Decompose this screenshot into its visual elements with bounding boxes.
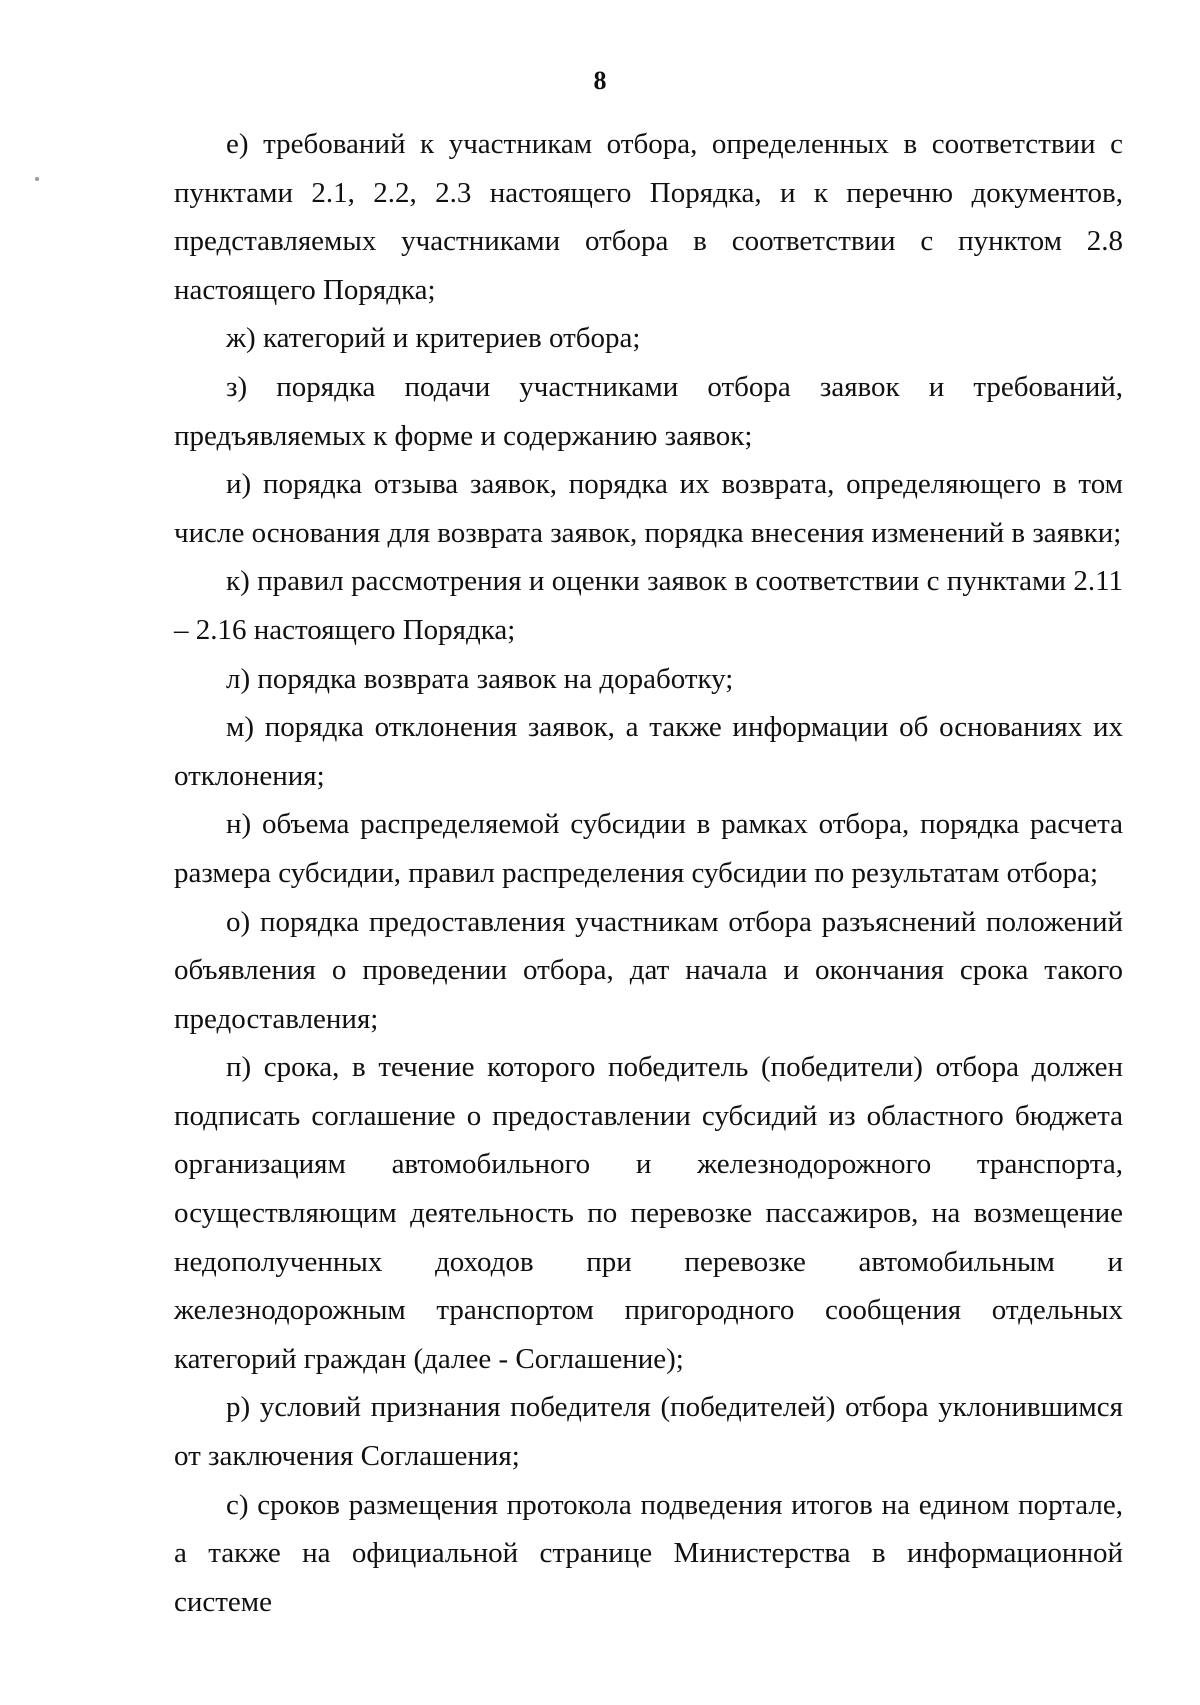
paragraph-e: е) требований к участникам отбора, определенных в соответствии с пунктами 2.1, 2.2, 2.3 настоящего Порядка, и к перечню документов, представляемых участниками отбора в соответствии с пунктом 2.8 настоящего Порядка; [174,128,1123,306]
paragraph-o: о) порядка предоставления участникам отбора разъяснений положений объявления о проведении отбора, дат начала и окончания срока такого предоставления; [174,905,1123,1035]
scan-artifact-dot [35,177,39,181]
paragraph-zh: ж) категорий и критериев отбора; [226,322,641,355]
paragraph-r: р) условий признания победителя (победителей) отбора уклонившимся от заключения Соглашения; [174,1391,1123,1473]
paragraph-n: н) объема распределяемой субсидии в рамках отбора, порядка расчета размера субсидии, правил распределения субсидии по результатам отбора; [174,808,1123,889]
paragraph-p: п) срока, в течение которого победитель (победители) отбора должен подписать соглашение о предоставлении субсидий из областного бюджета организациям автомобильного и железнодорожного транспорта, осуществляющим деятельность по перевозке пассажиров, на возмещение недополученных доходов при перевозке автомобильным и железнодорожным транспортом пригородного сообщения отдельных категорий граждан (далее - Соглашение); [174,1051,1123,1375]
paragraph-z: з) порядка подачи участниками отбора заявок и требований, предъявляемых к форме и содержанию заявок; [174,370,1123,452]
paragraph-i: и) порядка отзыва заявок, порядка их возврата, определяющего в том числе основания для возврата заявок, порядка внесения изменений в заявки; [174,468,1123,549]
paragraph-l: л) порядка возврата заявок на доработку; [226,662,734,695]
paragraph-k: к) правил рассмотрения и оценки заявок в соответствии с пунктами 2.11 – 2.16 настоящего Порядка; [174,565,1123,646]
page-number: 8 [593,66,607,95]
document-body [174,120,1123,1626]
paragraph-m: м) порядка отклонения заявок, а также информации об основаниях их отклонения; [174,711,1123,792]
paragraph-s: с) сроков размещения протокола подведения итогов на едином портале, а также на официальной странице Министерства в информационной системе [174,1488,1123,1618]
